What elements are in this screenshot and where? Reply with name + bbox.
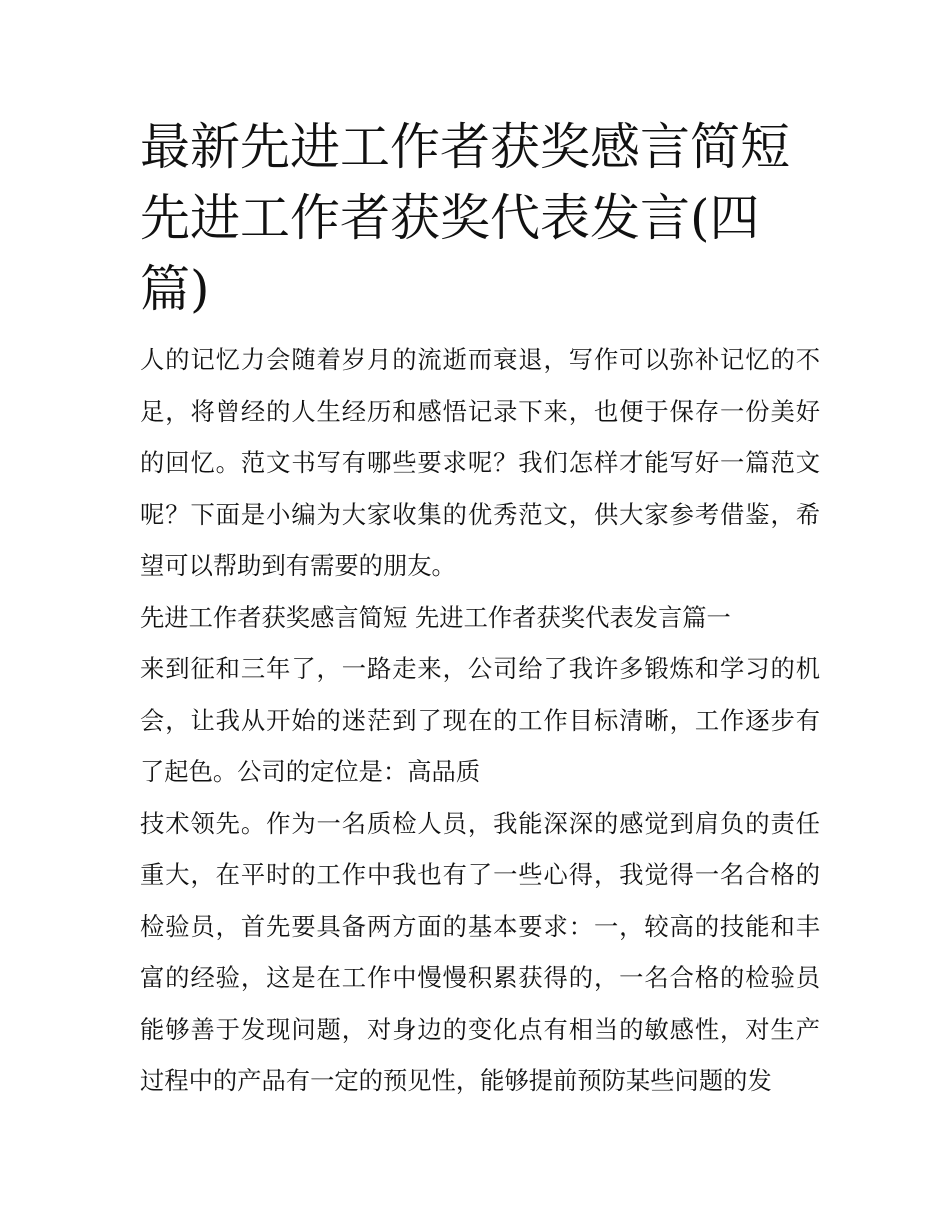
body-paragraph: 技术领先。作为一名质检人员，我能深深的感觉到肩负的责任重大，在平时的工作中我也有了一些心得，我觉得一名合格的检验员，首先要具备两方面的基本要求：一，较高的技能和丰富的经验，这是在工作中慢慢积累获得的，一名合格的检验员能够善于发现问题，对身边的变化点有相当的敏感性，对生产过程中的产品有一定的预见性，能够提前预防某些问题的发 <box>140 808 820 1095</box>
document-content <box>140 112 820 1107</box>
intro-paragraph: 人的记忆力会随着岁月的流逝而衰退，写作可以弥补记忆的不足，将曾经的人生经历和感悟记录下来，也便于保存一份美好的回忆。范文书写有哪些要求呢？我们怎样才能写好一篇范文呢？下面是小编为大家收集的优秀范文，供大家参考借鉴，希望可以帮助到有需要的朋友。 <box>140 345 820 580</box>
body-paragraph: 来到征和三年了，一路走来，公司给了我许多锻炼和学习的机会，让我从开始的迷茫到了现在的工作目标清晰，工作逐步有了起色。公司的定位是：高品质 <box>140 654 820 786</box>
document-title: 最新先进工作者获奖感言简短 先进工作者获奖代表发言(四篇) <box>140 118 790 318</box>
section-heading: 先进工作者获奖感言简短 先进工作者获奖代表发言篇一 <box>140 602 731 632</box>
